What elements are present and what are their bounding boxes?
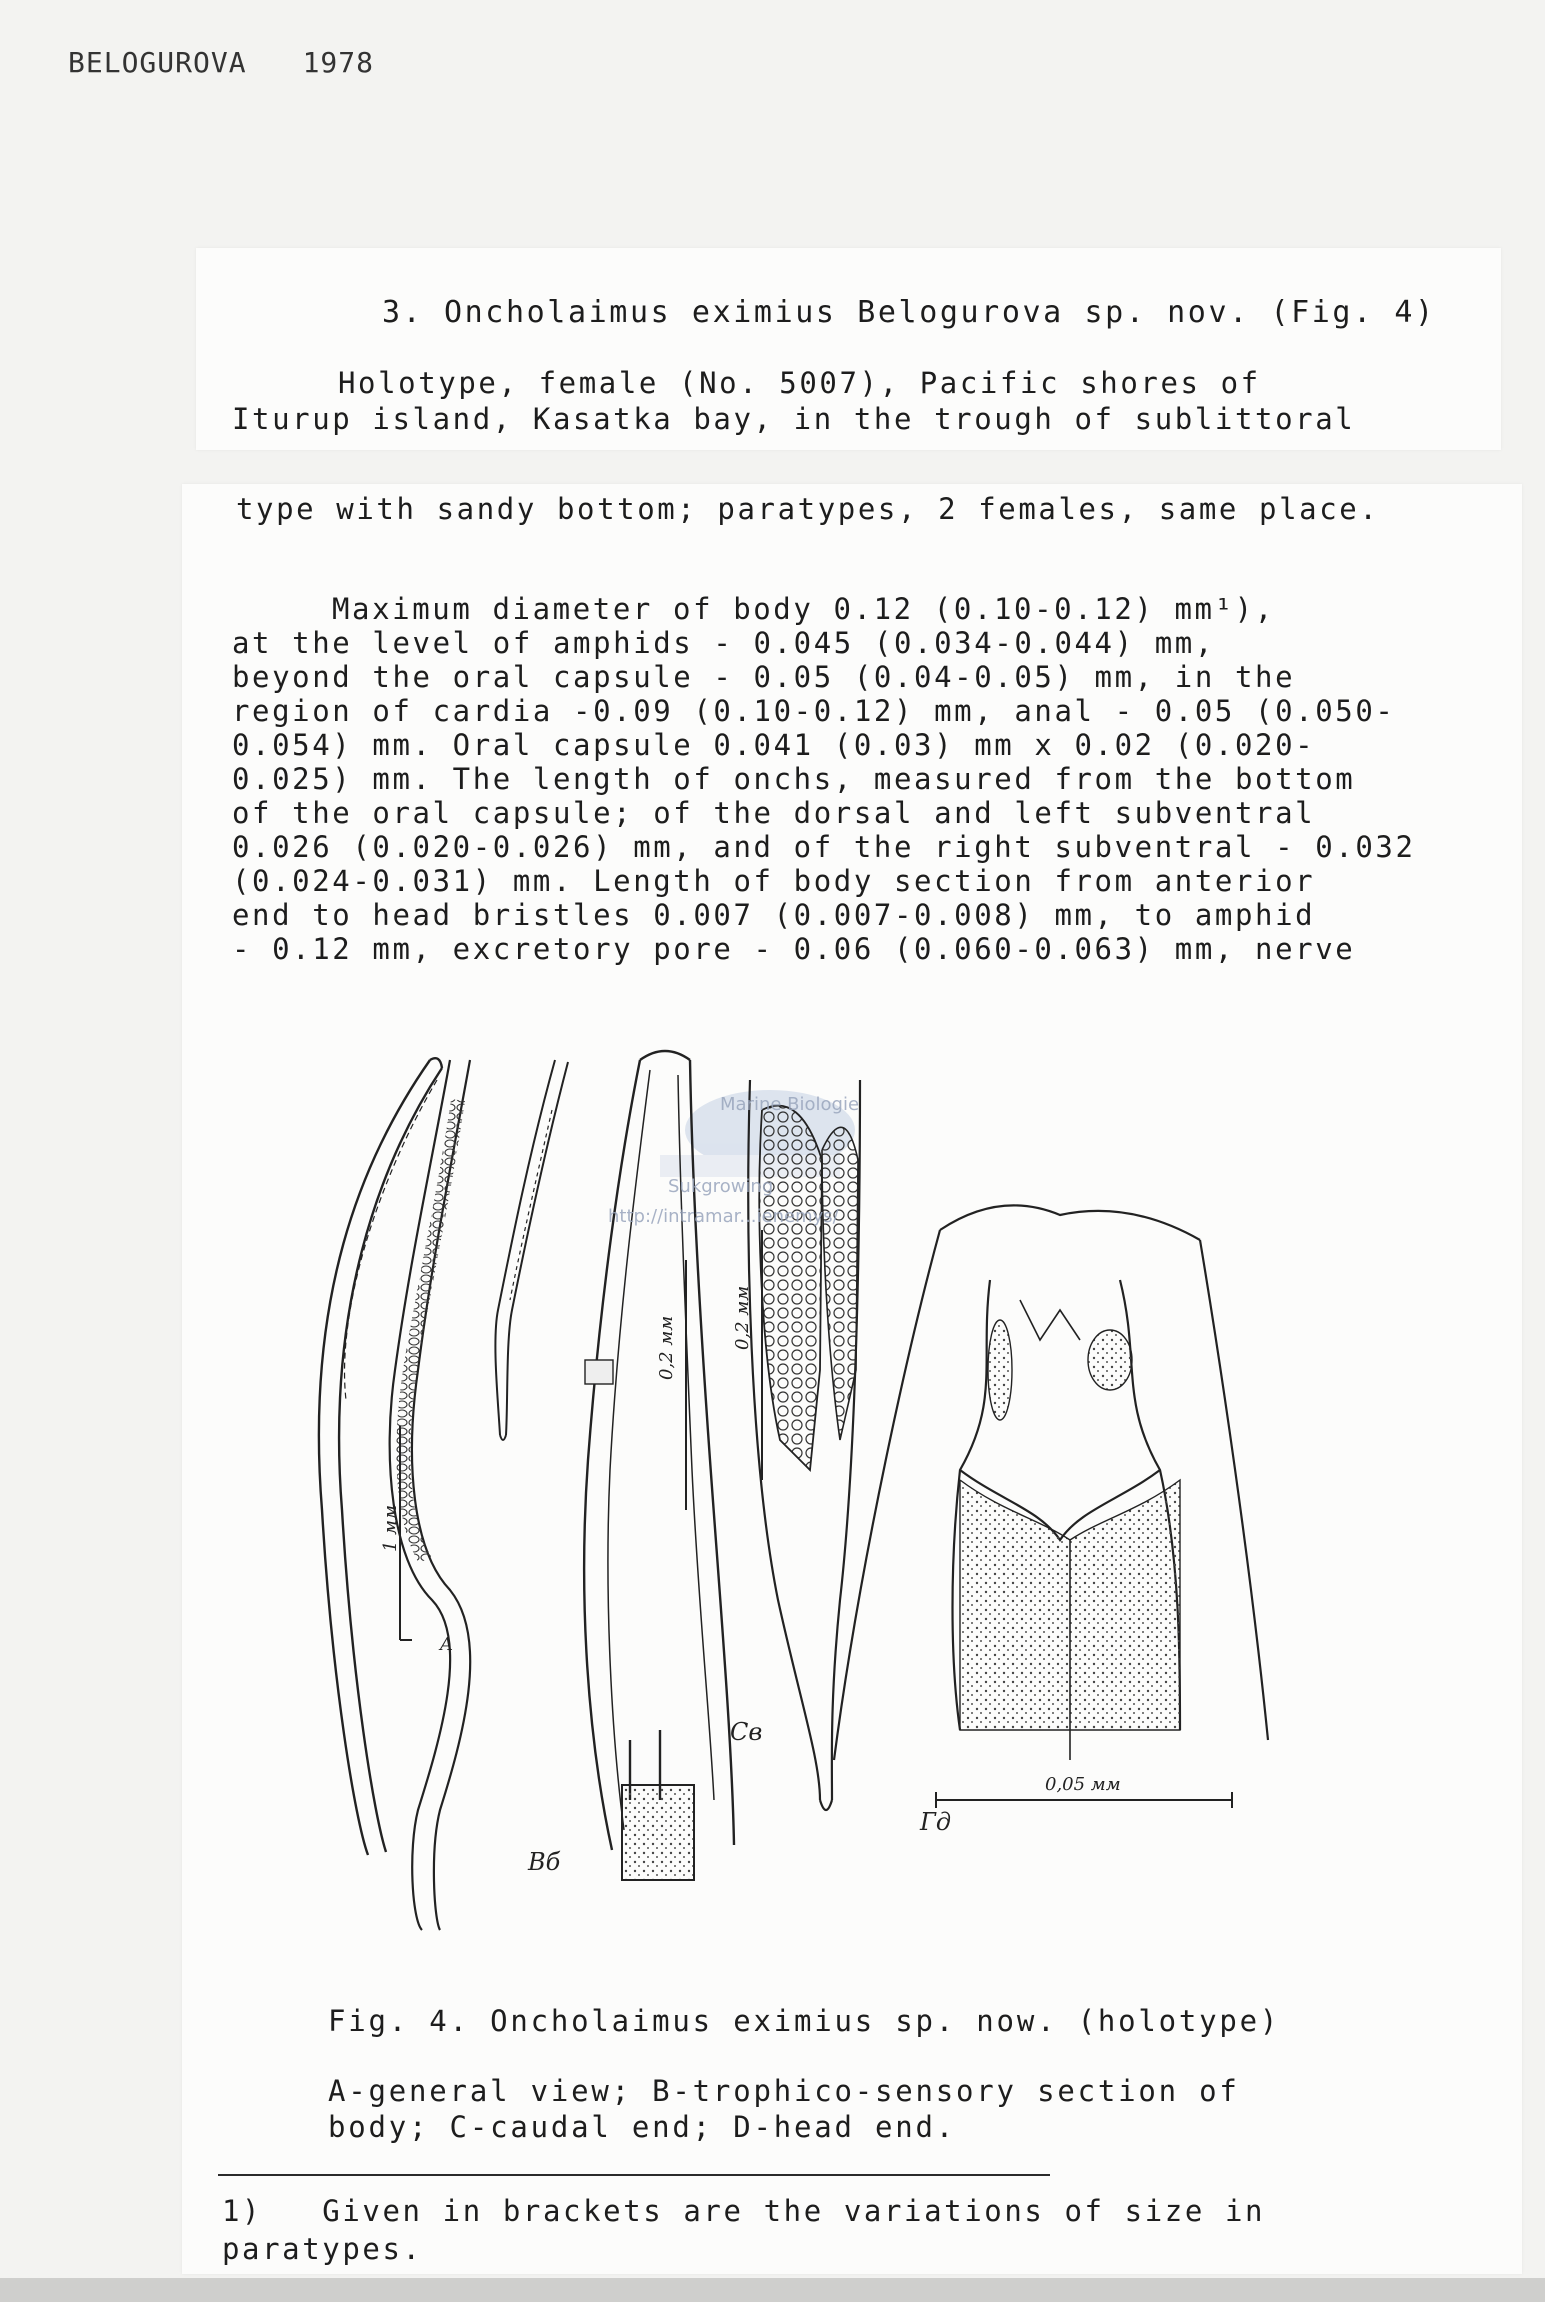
panel-label-b: Bб [528, 1848, 561, 1876]
footnote-rule [218, 2174, 1050, 2176]
holotype-line-1: Holotype, female (No. 5007), Pacific shores of [338, 366, 1261, 400]
stamp-text-2: Sukgrowing [668, 1176, 774, 1197]
holotype-line-2: Iturup island, Kasatka bay, in the trough of sublittoral [232, 402, 1356, 436]
body-line-7: of the oral capsule; of the dorsal and left subventral [232, 796, 1316, 830]
figure-caption-line-1: A-general view; B-trophico-sensory section of [328, 2074, 1240, 2108]
body-line-6: 0.025) mm. The length of onchs, measured from the bottom [232, 762, 1356, 796]
scale-label-1mm: 1 мм [380, 1504, 401, 1552]
panel-label-c: Cв [730, 1718, 763, 1746]
footnote-line-1: 1) Given in brackets are the variations of size in [222, 2194, 1266, 2228]
body-line-9: (0.024-0.031) mm. Length of body section from anterior [232, 864, 1316, 898]
scale-label-0-05mm: 0,05 мм [1045, 1774, 1121, 1795]
panel-a-worm-3 [495, 1060, 568, 1440]
panel-label-d: Гд [920, 1808, 952, 1836]
panel-d-head-end [834, 1205, 1268, 1760]
panel-label-a: A [440, 1634, 453, 1655]
body-line-2: at the level of amphids - 0.045 (0.034-0.044) mm, [232, 626, 1215, 660]
panel-a-worm-2 [390, 1060, 471, 1930]
scan-edge [0, 2278, 1545, 2302]
species-title: 3. Oncholaimus eximius Belogurova sp. nov. (Fig. 4) [382, 295, 1436, 330]
stamp-text-1: Marine Biologie [720, 1094, 860, 1115]
body-line-1: Maximum diameter of body 0.12 (0.10-0.12) mm¹), [332, 592, 1275, 626]
figure-4-drawing [300, 1040, 1290, 1940]
figure-caption-line-2: body; C-caudal end; D-head end. [328, 2110, 957, 2144]
holotype-line-3: type with sandy bottom; paratypes, 2 females, same place. [236, 492, 1380, 526]
scale-label-0-2mm-a: 0,2 мм [656, 1315, 677, 1380]
footnote-line-2: paratypes. [222, 2232, 423, 2266]
stamp-text-3: http://intramar...ienemys/ [608, 1206, 839, 1227]
page-header [68, 46, 430, 79]
body-line-4: region of cardia -0.09 (0.10-0.12) mm, anal - 0.05 (0.050- [232, 694, 1396, 728]
scale-label-0-2mm-b: 0,2 мм [732, 1285, 753, 1350]
header-author: BELOGUROVA [68, 46, 247, 79]
body-line-10: end to head bristles 0.007 (0.007-0.008) mm, to amphid [232, 898, 1316, 932]
body-line-11: - 0.12 mm, excretory pore - 0.06 (0.060-0.063) mm, nerve [232, 932, 1356, 966]
body-line-5: 0.054) mm. Oral capsule 0.041 (0.03) mm x 0.02 (0.020- [232, 728, 1316, 762]
body-line-8: 0.026 (0.020-0.026) mm, and of the right subventral - 0.032 [232, 830, 1416, 864]
figure-caption-title: Fig. 4. Oncholaimus eximius sp. now. (holotype) [328, 2004, 1281, 2038]
header-year: 1978 [302, 46, 375, 79]
body-line-3: beyond the oral capsule - 0.05 (0.04-0.05) mm, in the [232, 660, 1296, 694]
panel-a-worm-1 [319, 1058, 442, 1855]
